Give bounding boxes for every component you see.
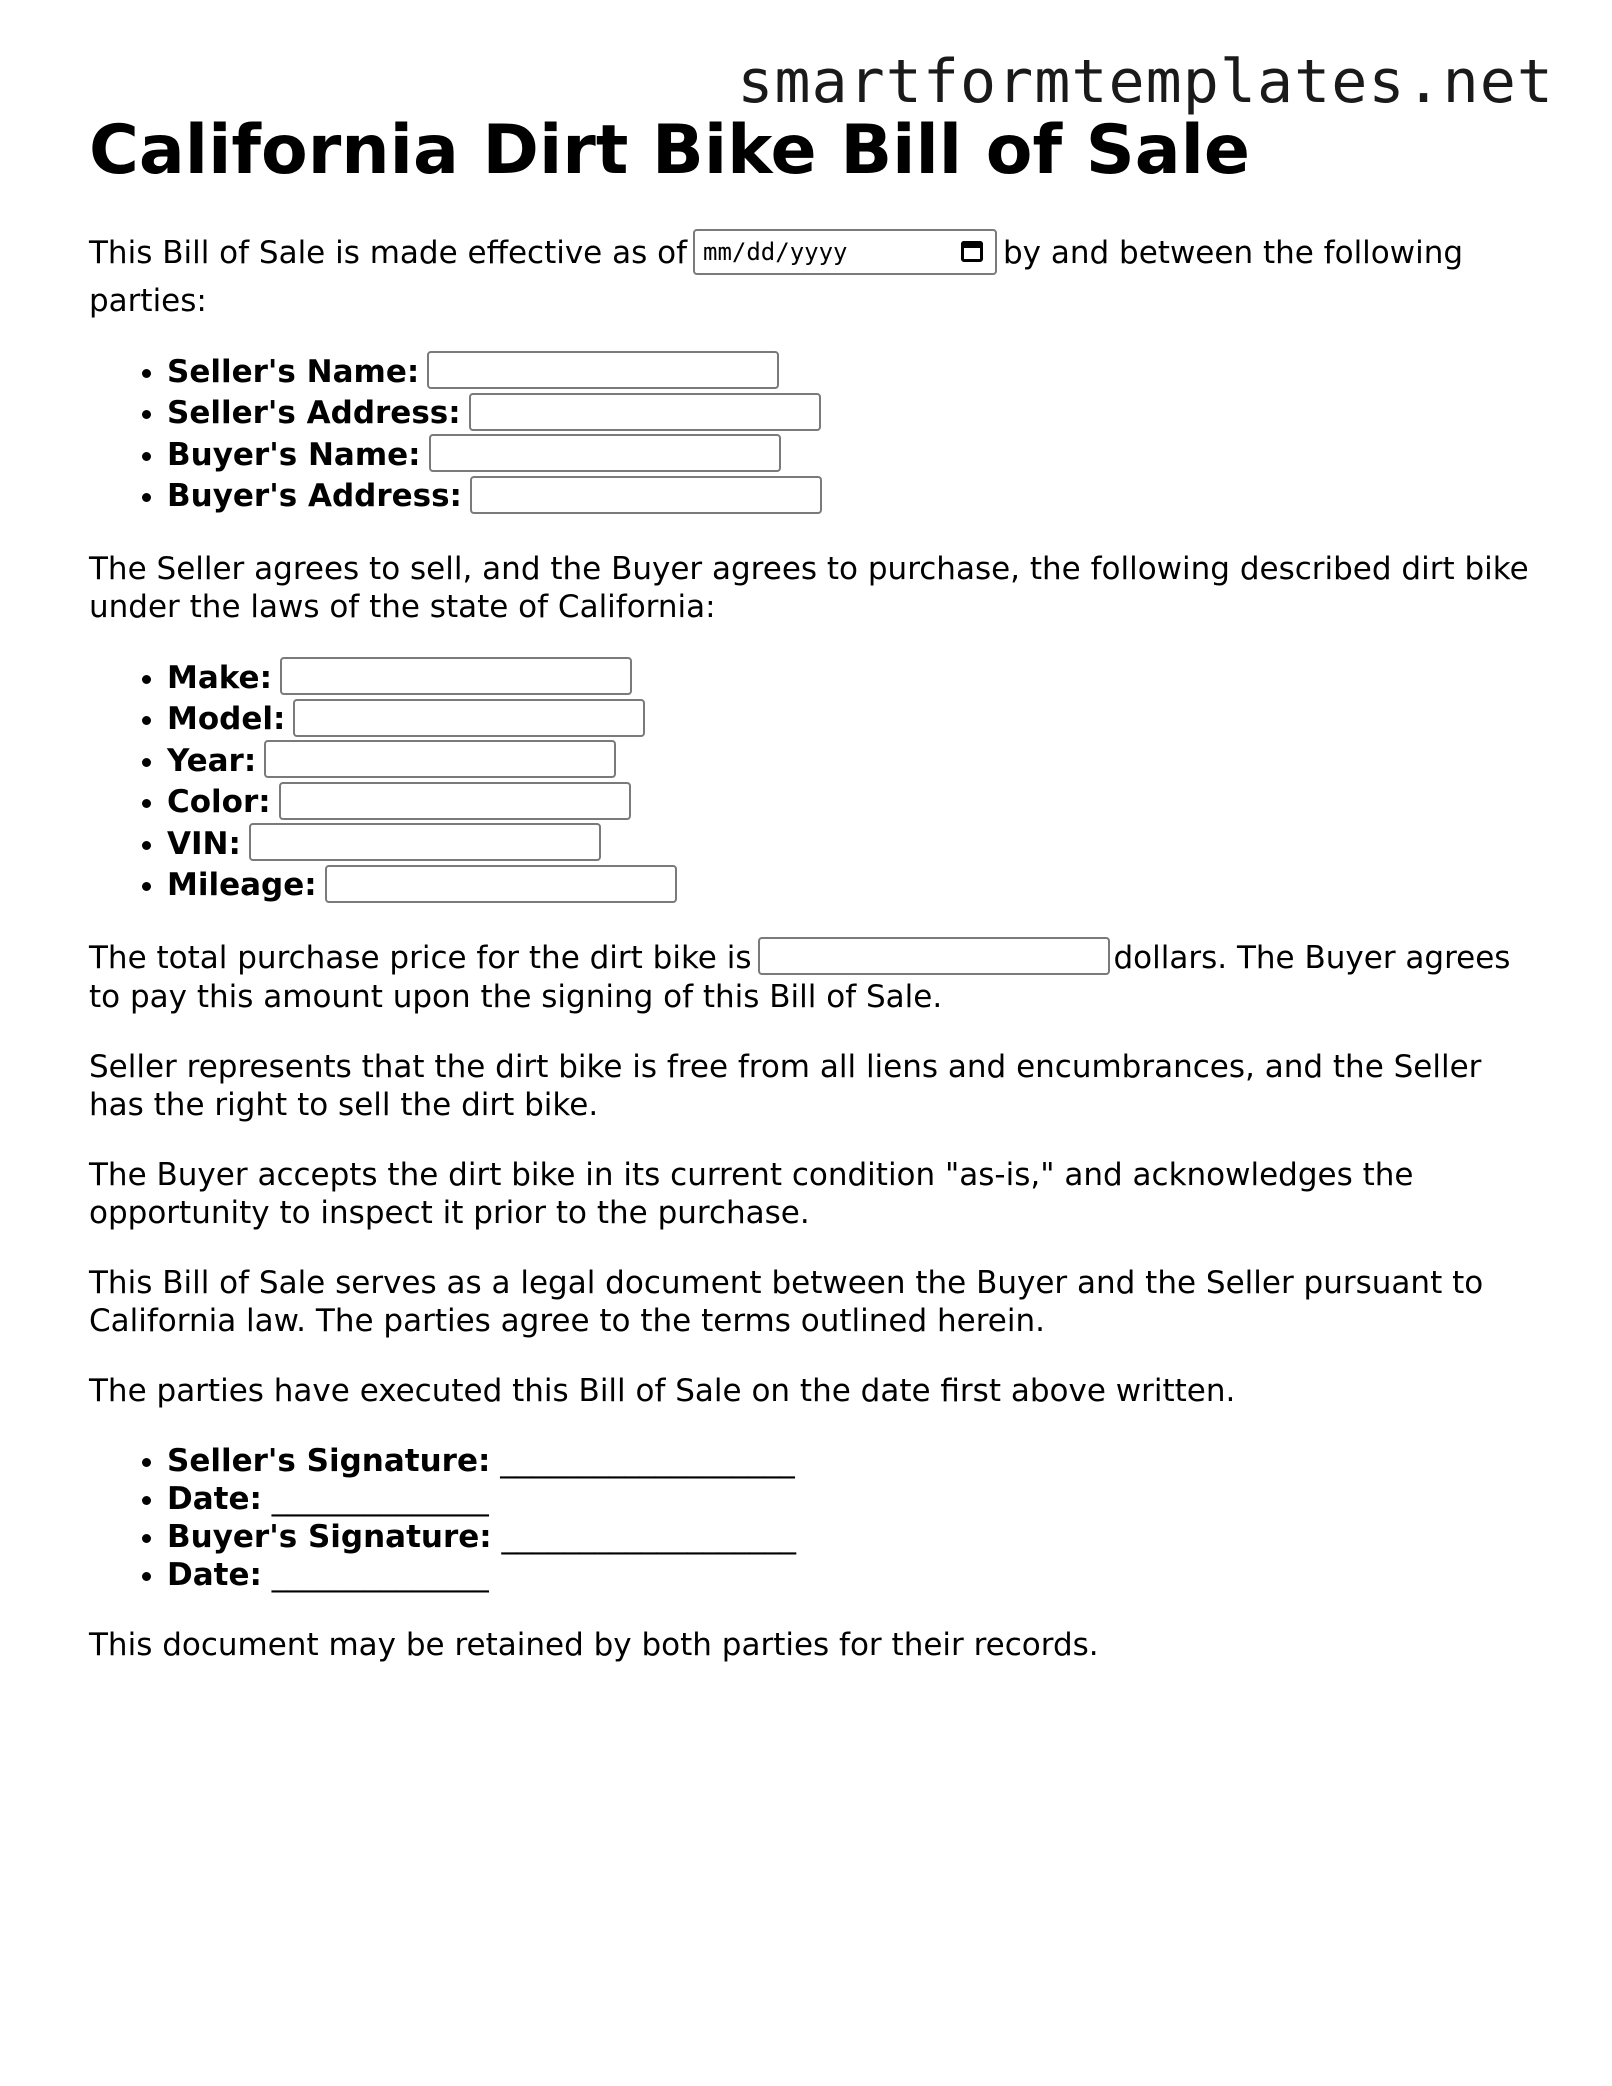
seller-date-line: ______________ xyxy=(271,1481,489,1517)
list-item xyxy=(167,435,1529,477)
signature-label: Seller's Signature: xyxy=(167,1443,491,1479)
sale-statement: The Seller agrees to sell, and the Buyer agrees to purchase, the following described dirt bike under the laws of the state of California: xyxy=(89,550,1529,625)
vin-input[interactable] xyxy=(249,823,601,861)
watermark: smartformtemplates.net xyxy=(737,47,1554,117)
page-title: California Dirt Bike Bill of Sale xyxy=(89,111,1251,190)
year-input[interactable] xyxy=(264,740,616,778)
buyer-signature-line: ___________________ xyxy=(501,1519,797,1555)
field-label: Color: xyxy=(167,784,271,820)
seller-name-input[interactable] xyxy=(427,351,779,389)
make-input[interactable] xyxy=(280,657,632,695)
executed-paragraph: The parties have executed this Bill of Sale on the date first above written. xyxy=(89,1373,1236,1409)
model-input[interactable] xyxy=(293,699,645,737)
signature-label: Date: xyxy=(167,1557,262,1593)
intro-text-after: by and between the following parties: xyxy=(89,235,1464,319)
list-item xyxy=(167,1480,1529,1518)
price-text-after: dollars. The Buyer agrees to pay this amount upon the signing of this Bill of Sale. xyxy=(89,939,1511,1015)
bike-details-list xyxy=(89,658,1529,907)
price-paragraph xyxy=(89,939,1529,1017)
signature-list xyxy=(89,1442,1529,1594)
as-is-paragraph: The Buyer accepts the dirt bike in its current condition "as-is," and acknowledges the opportunity to inspect it prior to the purchase. xyxy=(89,1157,1414,1231)
field-label: Seller's Address: xyxy=(167,395,461,431)
mileage-input[interactable] xyxy=(325,865,677,903)
closing-paragraph: This document may be retained by both parties for their records. xyxy=(89,1627,1099,1663)
calendar-icon[interactable] xyxy=(961,241,983,262)
list-item xyxy=(167,741,1529,783)
legal-paragraph: This Bill of Sale serves as a legal document between the Buyer and the Seller pursuant to California law. The parties agree to the terms outlined herein. xyxy=(89,1265,1484,1339)
list-item xyxy=(167,782,1529,824)
signature-label: Date: xyxy=(167,1481,262,1517)
liens-paragraph: Seller represents that the dirt bike is free from all liens and encumbrances, and the Seller has the right to sell the dirt bike. xyxy=(89,1049,1482,1123)
buyer-date-line: ______________ xyxy=(271,1557,489,1593)
buyer-name-input[interactable] xyxy=(429,434,781,472)
list-item xyxy=(167,476,1529,518)
list-item xyxy=(167,1518,1529,1556)
field-label: Buyer's Name: xyxy=(167,436,421,473)
price-text-before: The total purchase price for the dirt bike is xyxy=(89,939,752,976)
list-item xyxy=(167,865,1529,907)
list-item xyxy=(167,1556,1529,1594)
seller-address-input[interactable] xyxy=(469,393,821,431)
signature-label: Buyer's Signature: xyxy=(167,1519,492,1555)
date-placeholder: mm/dd/yyyy xyxy=(703,237,848,266)
list-item xyxy=(167,1442,1529,1480)
field-label: Make: xyxy=(167,659,272,696)
field-label: Buyer's Address: xyxy=(167,478,462,514)
list-item xyxy=(167,393,1529,435)
field-label: Mileage: xyxy=(167,867,317,903)
list-item xyxy=(167,824,1529,866)
list-item xyxy=(167,352,1529,394)
intro-text-before: This Bill of Sale is made effective as of xyxy=(89,235,687,271)
field-label: Model: xyxy=(167,701,286,737)
list-item xyxy=(167,699,1529,741)
seller-signature-line: ___________________ xyxy=(500,1443,795,1479)
effective-date-input[interactable] xyxy=(693,229,997,275)
document-body xyxy=(89,110,1529,1696)
list-item xyxy=(167,658,1529,700)
parties-list xyxy=(89,352,1529,518)
buyer-address-input[interactable] xyxy=(470,476,822,514)
field-label: Seller's Name: xyxy=(167,353,420,390)
field-label: Year: xyxy=(167,742,257,779)
price-input[interactable] xyxy=(758,937,1110,975)
intro-paragraph xyxy=(89,230,1529,324)
field-label: VIN: xyxy=(167,825,241,862)
color-input[interactable] xyxy=(279,782,631,820)
